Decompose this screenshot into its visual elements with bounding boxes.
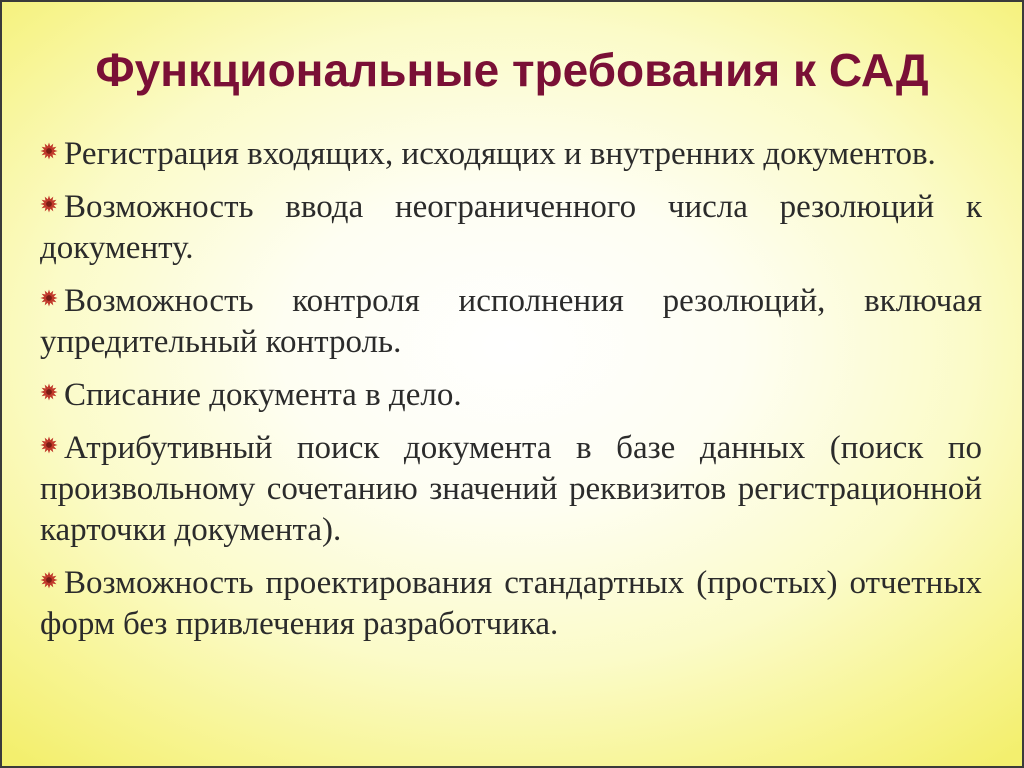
starburst-bullet-icon [40,289,58,307]
starburst-bullet-icon [40,142,58,160]
list-item [40,375,982,416]
starburst-bullet-icon [40,195,58,213]
starburst-bullet-icon [40,383,58,401]
list-item [40,187,982,269]
slide-title: Функциональные требования к САД [95,44,929,96]
list-item-text: Атрибутивный поиск документа в базе данных (поиск по произвольному сочетанию значений реквизитов регистрационной карточки документа). [40,430,982,548]
starburst-bullet-icon [40,571,58,589]
requirements-list [40,134,982,657]
list-item-text: Регистрация входящих, исходящих и внутренних документов. [64,136,936,172]
list-item-text: Списание документа в дело. [64,377,462,413]
list-item [40,281,982,363]
list-item [40,428,982,551]
starburst-bullet-icon [40,436,58,454]
list-item-text: Возможность проектирования стандартных (простых) отчетных форм без привлечения разработчика. [40,565,982,642]
list-item [40,563,982,645]
list-item [40,134,982,175]
list-item-text: Возможность контроля исполнения резолюций, включая упредительный контроль. [40,283,982,360]
list-item-text: Возможность ввода неограниченного числа резолюций к документу. [40,189,982,266]
